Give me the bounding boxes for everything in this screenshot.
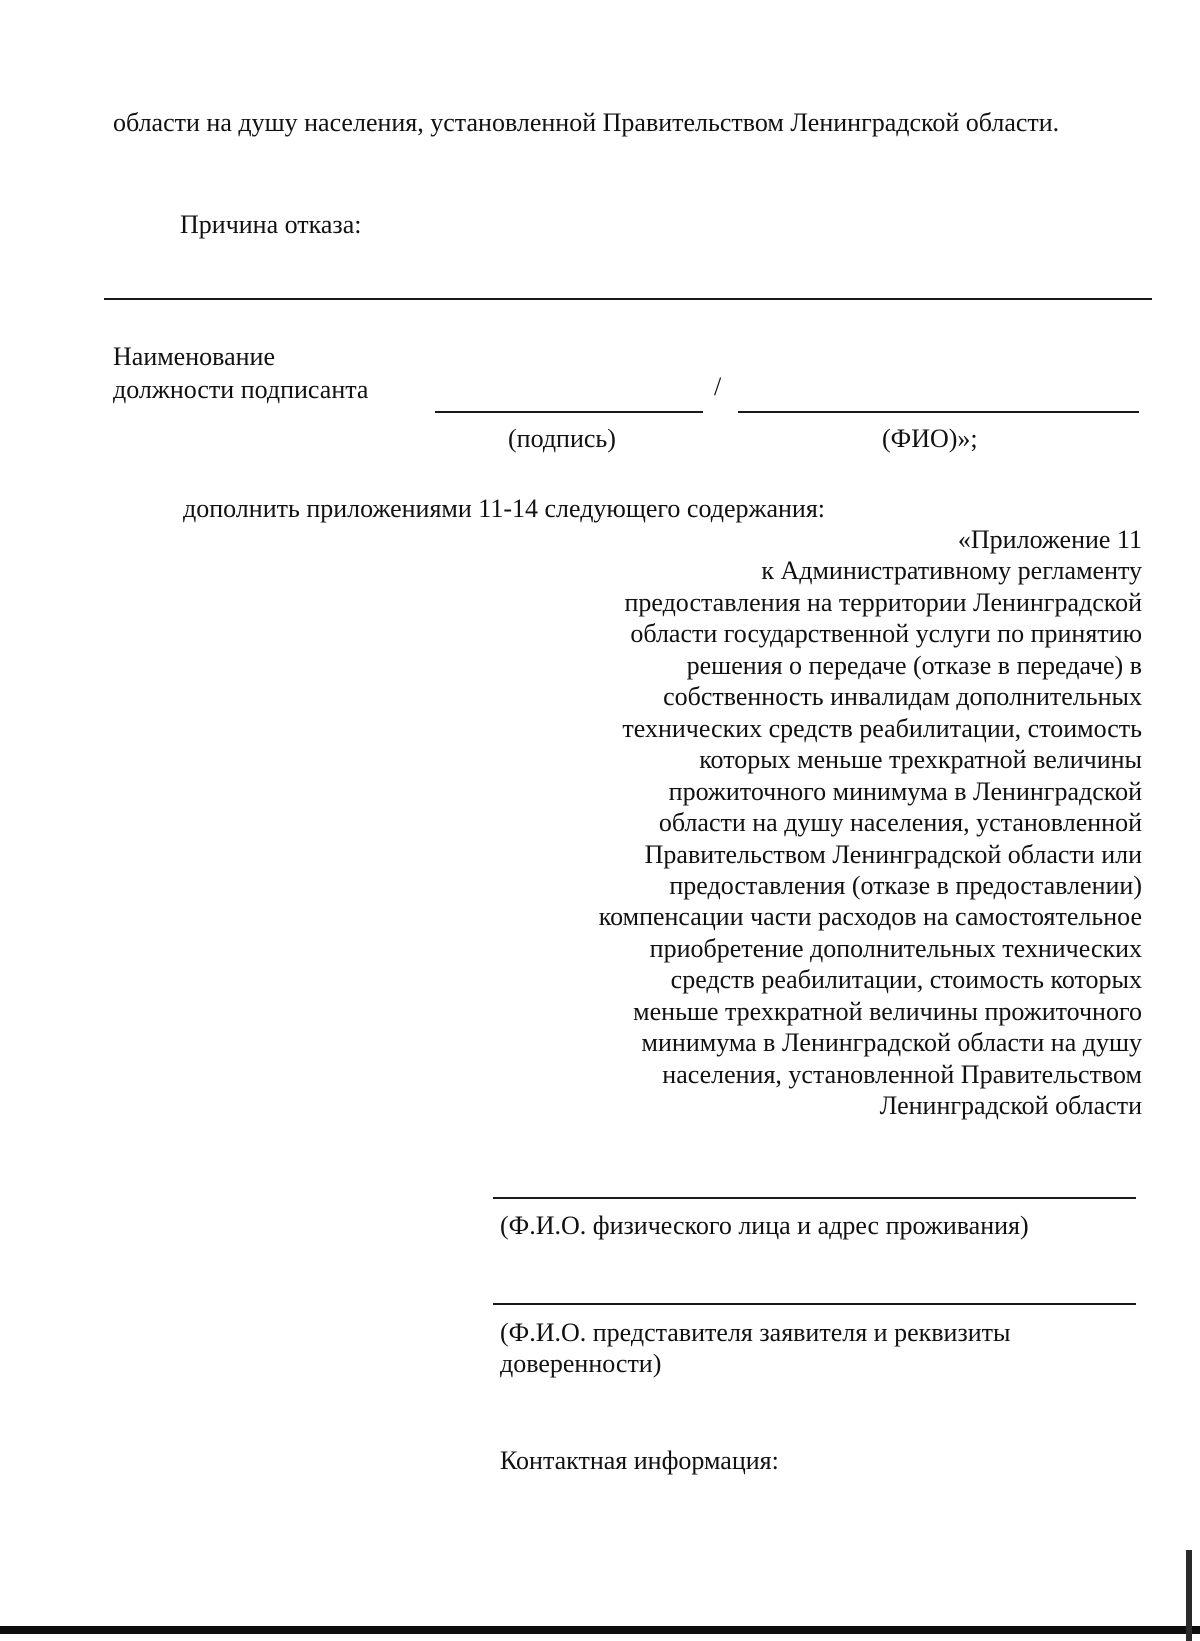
appendix-header-line: собственность инвалидам дополнительных — [663, 682, 1142, 712]
fio-caption: (ФИО)»; — [882, 424, 978, 453]
appendix-header — [502, 524, 1142, 1122]
appendix-header-line: Ленинградской области — [879, 1091, 1142, 1121]
appendix-header-line: компенсации части расходов на самостоятельное — [598, 902, 1142, 932]
contact-info-label: Контактная информация: — [500, 1446, 779, 1475]
appendix-header-line: прожиточного минимума в Ленинградской — [668, 776, 1142, 806]
signature-caption: (подпись) — [508, 424, 616, 453]
signatory-position-line-1: Наименование — [113, 342, 275, 371]
appendix-header-line: населения, установленной Правительством — [662, 1059, 1142, 1089]
refusal-reason-line — [104, 298, 1152, 300]
appendix-header-line: минимума в Ленинградской области на душу — [641, 1028, 1142, 1058]
appendix-header-line: к Административному регламенту — [761, 556, 1142, 586]
signatory-position-line-2: должности подписанта — [113, 375, 369, 404]
appendix-header-line: предоставления на территории Ленинградской — [624, 587, 1142, 617]
refusal-reason-label: Причина отказа: — [180, 210, 362, 239]
appendix-header-line: Правительством Ленинградской области или — [644, 839, 1142, 869]
representative-caption-line-2: доверенности) — [500, 1349, 662, 1378]
appendix-header-line: предоставления (отказе в предоставлении) — [669, 870, 1142, 900]
representative-caption-line-1: (Ф.И.О. представителя заявителя и реквизиты — [500, 1318, 1011, 1347]
appendix-header-line: которых меньше трехкратной величины — [699, 745, 1142, 775]
applicant-caption: (Ф.И.О. физического лица и адрес проживания) — [500, 1211, 1029, 1240]
appendix-header-line: технических средств реабилитации, стоимость — [622, 713, 1142, 743]
appendix-header-line: средств реабилитации, стоимость которых — [670, 965, 1142, 995]
appendix-header-line: меньше трехкратной величины прожиточного — [633, 996, 1142, 1026]
appendix-header-line: приобретение дополнительных технических — [649, 933, 1142, 963]
appendix-header-line: области на душу населения, установленной — [658, 808, 1142, 838]
fio-line — [738, 411, 1139, 413]
appendix-header-line: области государственной услуги по принятию — [630, 619, 1142, 649]
representative-line — [493, 1303, 1136, 1305]
continued-paragraph: области на душу населения, установленной Правительством Ленинградской области. — [113, 108, 1060, 137]
signature-separator: / — [714, 372, 722, 401]
appendix-header-line: «Приложение 11 — [957, 525, 1142, 554]
supplement-intro: дополнить приложениями 11-14 следующего содержания: — [183, 494, 826, 523]
signature-line — [435, 411, 703, 413]
signatory-position-label — [113, 340, 368, 406]
appendix-header-line: решения о передаче (отказе в передаче) в — [686, 650, 1142, 680]
representative-caption — [500, 1317, 1010, 1379]
scan-bottom-edge — [0, 1626, 1200, 1634]
applicant-line — [493, 1197, 1136, 1199]
scan-right-edge — [1186, 1550, 1192, 1641]
